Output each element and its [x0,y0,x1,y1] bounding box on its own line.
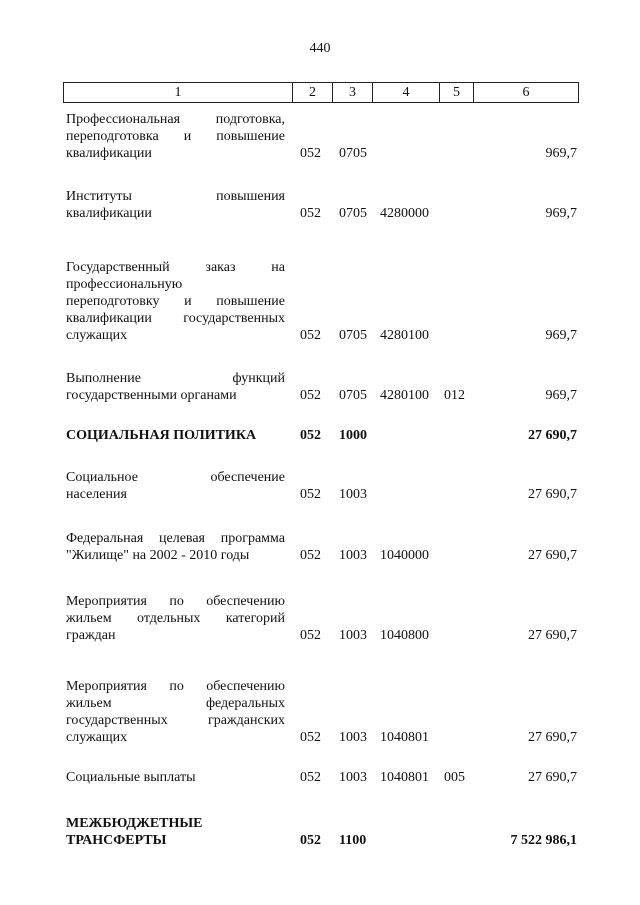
row-cell-c2: 052 [300,487,321,502]
row-name-line: ТРАНСФЕРТЫ [66,833,167,848]
row-cell-c6: 27 690,7 [528,548,577,563]
table-row [0,815,640,849]
row-cell-c3: 1003 [339,730,367,745]
row-name-line: "Жилище" на 2002 - 2010 годы [66,548,250,563]
row-cell-c3: 0705 [339,328,367,343]
row-cell-c2: 052 [300,428,321,443]
row-name-line: жильем отдельных категорий [66,611,285,626]
row-cell-c6: 27 690,7 [528,730,577,745]
row-cell-c3: 1003 [339,487,367,502]
row-cell-c6: 27 690,7 [528,487,577,502]
column-header-2: 2 [293,83,333,103]
column-header-row [64,83,579,103]
row-name [66,530,285,564]
table-row [0,370,640,404]
row-cell-c6: 969,7 [545,206,577,221]
row-cell-c3: 1003 [339,770,367,785]
row-name [66,769,285,786]
row-cell-c2: 052 [300,628,321,643]
row-name-line: переподготовка и повышение [66,129,285,144]
row-cell-c2: 052 [300,548,321,563]
row-cell-c6: 27 690,7 [528,628,577,643]
row-name [66,370,285,404]
row-cell-c3: 1003 [339,548,367,563]
row-cell-c3: 0705 [339,206,367,221]
row-name-line: государственных гражданских [66,713,285,728]
row-name-line: служащих [66,328,128,343]
row-cell-c3: 1100 [339,833,367,848]
row-cell-c3: 1003 [339,628,367,643]
row-name-line: Профессиональная подготовка, [66,112,285,127]
row-name-line: Мероприятия по обеспечению [66,679,285,694]
row-cell-c3: 0705 [339,146,367,161]
row-name-line: переподготовку и повышение [66,294,285,309]
row-cell-c6: 969,7 [545,146,577,161]
row-cell-c2: 052 [300,730,321,745]
table-row [0,469,640,503]
row-name-line: Мероприятия по обеспечению [66,594,285,609]
row-name [66,259,285,344]
row-cell-c4: 1040801 [380,770,429,785]
row-cell-c2: 052 [300,328,321,343]
row-name-line: граждан [66,628,116,643]
column-header-1: 1 [64,83,293,103]
table-row [0,769,640,786]
row-name-line: жильем федеральных [66,696,285,711]
column-header-5: 5 [440,83,474,103]
row-name [66,593,285,644]
row-name [66,111,285,162]
table-row [0,530,640,564]
row-cell-c3: 0705 [339,388,367,403]
row-cell-c6: 27 690,7 [528,428,577,443]
row-name-line: Социальное обеспечение [66,470,285,485]
row-cell-c6: 7 522 986,1 [510,833,577,848]
row-cell-c2: 052 [300,388,321,403]
row-cell-c4: 1040801 [380,730,429,745]
column-header-3: 3 [333,83,373,103]
column-header-6: 6 [474,83,579,103]
row-cell-c6: 969,7 [545,388,577,403]
column-header-table [63,82,579,103]
row-cell-c6: 27 690,7 [528,770,577,785]
row-name-line: СОЦИАЛЬНАЯ ПОЛИТИКА [66,428,257,443]
row-name [66,427,285,444]
table-row [0,593,640,644]
table-row [0,678,640,746]
row-name [66,469,285,503]
row-cell-c4: 4280100 [380,388,429,403]
row-name-line: квалификации [66,206,152,221]
row-cell-c3: 1000 [339,428,367,443]
row-name-line: Государственный заказ на [66,260,285,275]
row-cell-c4: 4280100 [380,328,429,343]
row-name [66,188,285,222]
row-name-line: служащих [66,730,128,745]
table-row [0,427,640,444]
row-name-line: Социальные выплаты [66,770,196,785]
row-cell-c2: 052 [300,206,321,221]
row-cell-c2: 052 [300,770,321,785]
row-name-line: Институты повышения [66,189,285,204]
row-name-line: МЕЖБЮДЖЕТНЫЕ [66,816,203,831]
row-cell-c5: 012 [444,388,465,403]
table-row [0,188,640,222]
row-cell-c4: 4280000 [380,206,429,221]
row-name-line: квалификации [66,146,152,161]
row-name-line: Выполнение функций [66,371,285,386]
row-name [66,678,285,746]
page-number: 440 [309,41,331,56]
row-cell-c2: 052 [300,833,321,848]
row-cell-c4: 1040800 [380,628,429,643]
table-row [0,111,640,162]
row-cell-c5: 005 [444,770,465,785]
row-name-line: населения [66,487,127,502]
row-cell-c6: 969,7 [545,328,577,343]
row-cell-c2: 052 [300,146,321,161]
row-name [66,815,285,849]
row-cell-c4: 1040000 [380,548,429,563]
row-name-line: Федеральная целевая программа [66,531,285,546]
row-name-line: государственными органами [66,388,237,403]
row-name-line: квалификации государственных [66,311,285,326]
row-name-line: профессиональную [66,277,183,292]
column-header-4: 4 [373,83,440,103]
table-row [0,259,640,344]
